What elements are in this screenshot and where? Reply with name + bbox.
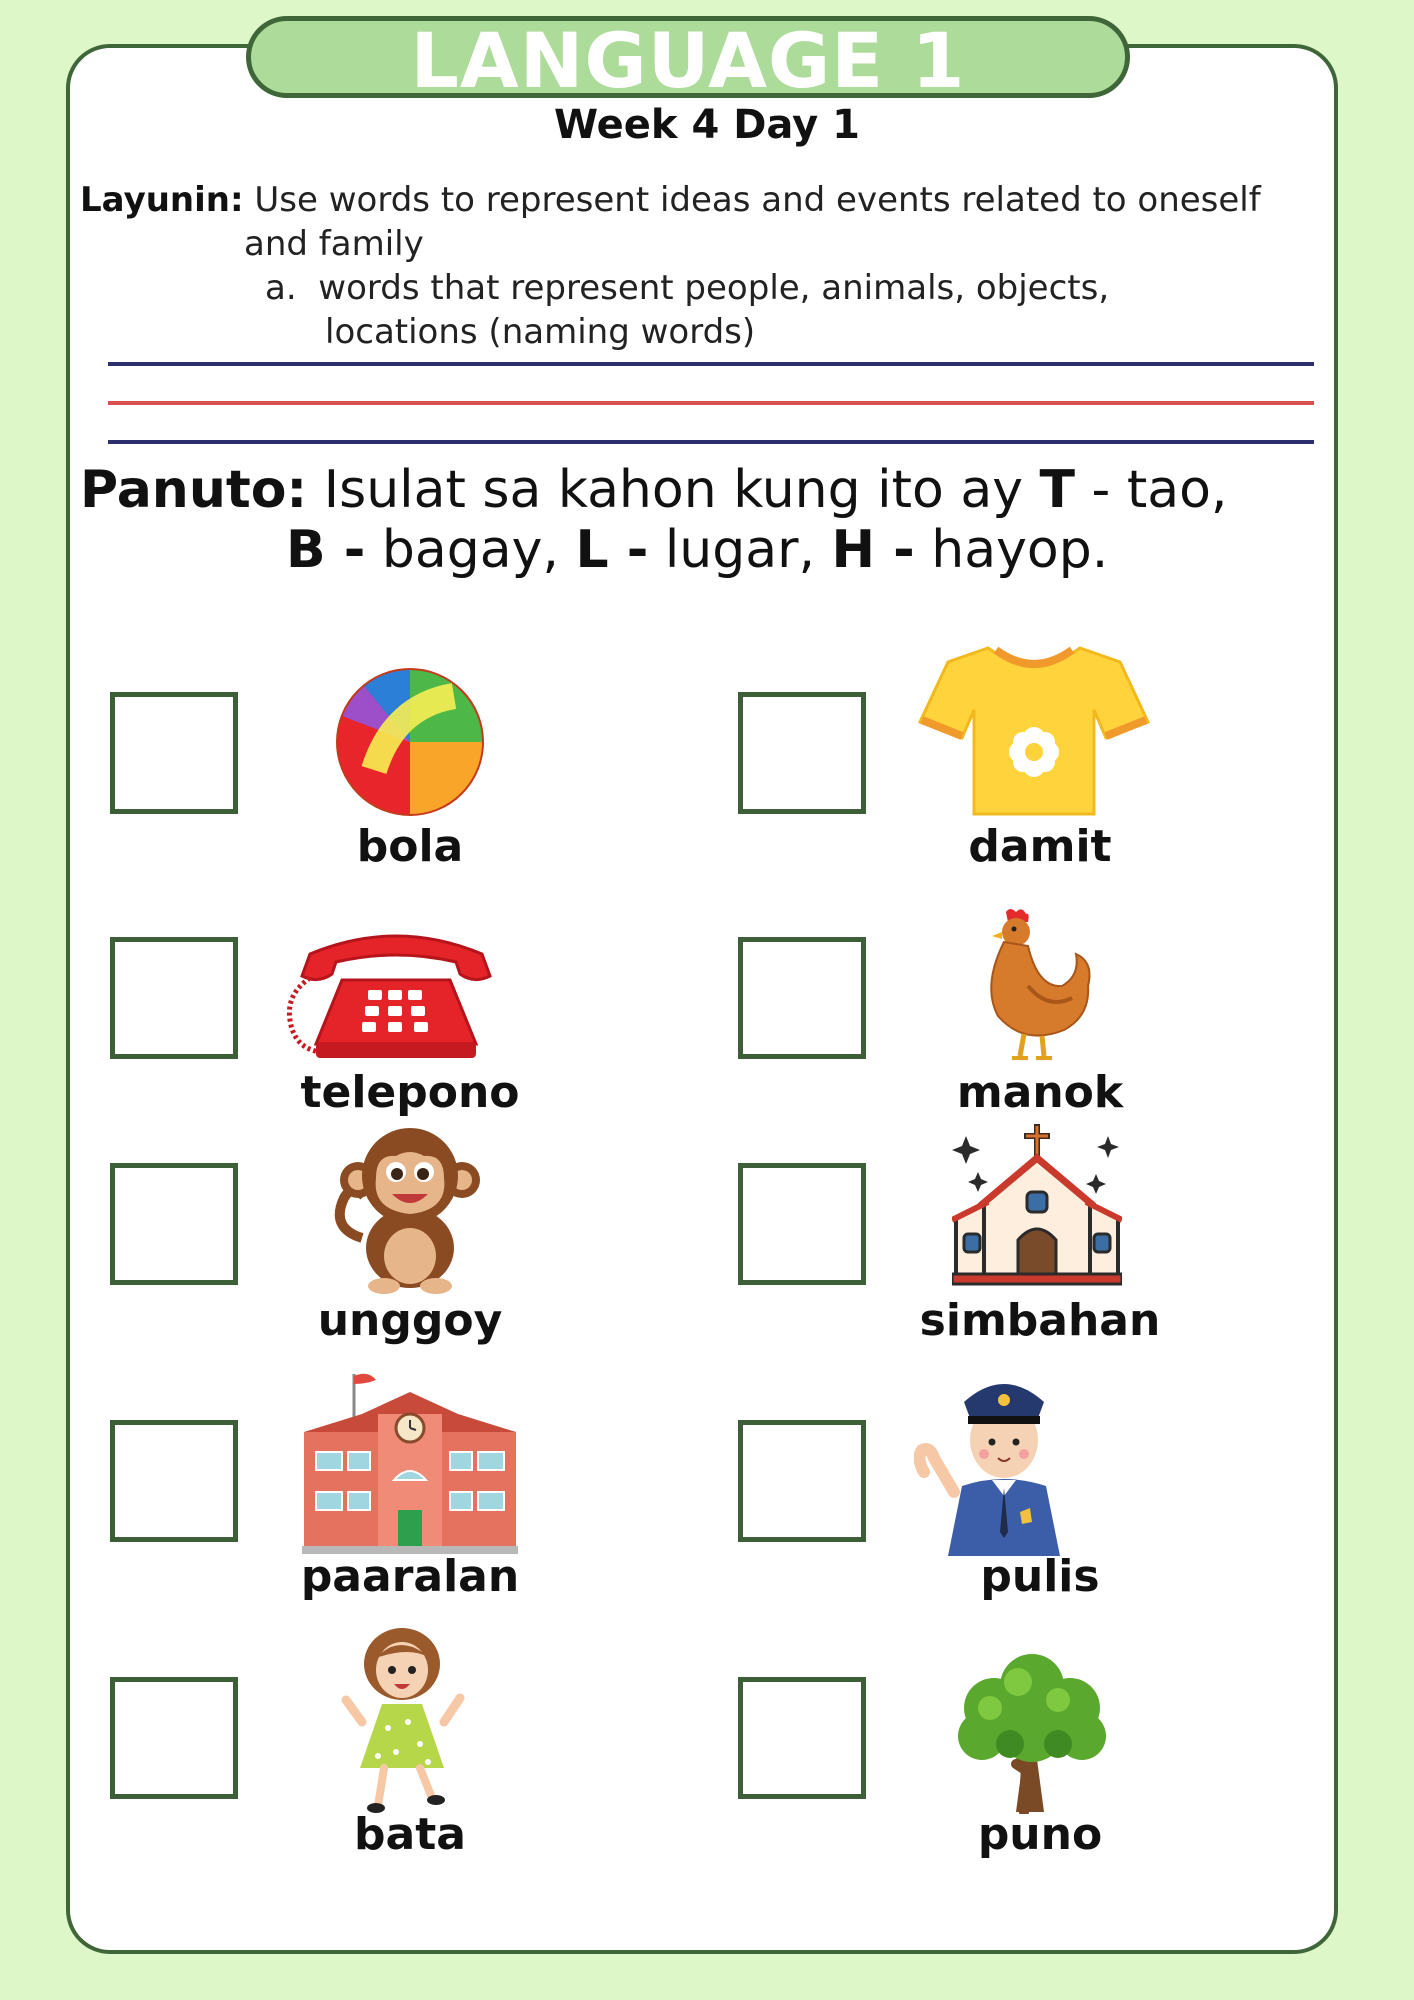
answer-box-simbahan[interactable] — [738, 1163, 866, 1285]
key-b: B - — [286, 520, 366, 580]
answer-box-pulis[interactable] — [738, 1420, 866, 1542]
chicken-icon — [968, 906, 1098, 1068]
week-day-subtitle: Week 4 Day 1 — [553, 102, 861, 148]
objective-item-marker: a. — [265, 268, 297, 308]
rule-top-blue — [108, 362, 1314, 366]
word-label: puno — [977, 1809, 1103, 1860]
word-label: manok — [956, 1067, 1124, 1118]
objective-item-text-cont: locations (naming words) — [325, 312, 756, 352]
police-icon — [914, 1362, 1090, 1556]
rule-bottom-blue — [108, 440, 1314, 444]
answer-box-damit[interactable] — [738, 692, 866, 814]
directions-label: Panuto: — [80, 460, 308, 520]
key-t-meaning: - tao, — [1091, 460, 1228, 520]
objective-item-text: words that represent people, animals, objects, — [318, 268, 1110, 308]
school-icon — [302, 1370, 518, 1556]
word-label: bola — [356, 821, 464, 872]
word-label: telepono — [300, 1067, 520, 1118]
answer-box-bola[interactable] — [110, 692, 238, 814]
objective-section — [80, 178, 1330, 354]
answer-box-unggoy[interactable] — [110, 1163, 238, 1285]
objective-text-cont: and family — [244, 224, 424, 264]
title-banner — [246, 16, 1130, 98]
directions-section — [80, 460, 1330, 580]
word-label: unggoy — [317, 1295, 503, 1346]
answer-box-bata[interactable] — [110, 1677, 238, 1799]
answer-box-telepono[interactable] — [110, 937, 238, 1059]
page-title: LANGUAGE 1 — [410, 16, 966, 98]
key-b-meaning: bagay, — [381, 520, 559, 580]
word-label: simbahan — [919, 1295, 1161, 1346]
child-icon — [340, 1618, 466, 1814]
tree-icon — [954, 1652, 1110, 1814]
telephone-icon — [280, 924, 512, 1064]
shirt-icon — [918, 642, 1150, 818]
key-t: T — [1039, 460, 1075, 520]
ball-icon — [334, 666, 486, 818]
rule-middle-red — [108, 401, 1314, 405]
monkey-icon — [334, 1118, 484, 1298]
word-label: pulis — [980, 1551, 1100, 1602]
church-icon — [952, 1122, 1122, 1290]
answer-box-paaralan[interactable] — [110, 1420, 238, 1542]
word-label: damit — [968, 821, 1112, 872]
key-l-meaning: lugar, — [664, 520, 815, 580]
objective-label: Layunin: — [80, 180, 244, 220]
key-l: L - — [575, 520, 649, 580]
directions-text: Isulat sa kahon kung ito ay — [323, 460, 1023, 520]
answer-box-manok[interactable] — [738, 937, 866, 1059]
objective-text: Use words to represent ideas and events related to oneself — [254, 180, 1261, 220]
answer-box-puno[interactable] — [738, 1677, 866, 1799]
key-h: H - — [831, 520, 915, 580]
key-h-meaning: hayop. — [931, 520, 1109, 580]
word-label: paaralan — [300, 1551, 520, 1602]
word-label: bata — [354, 1809, 466, 1860]
